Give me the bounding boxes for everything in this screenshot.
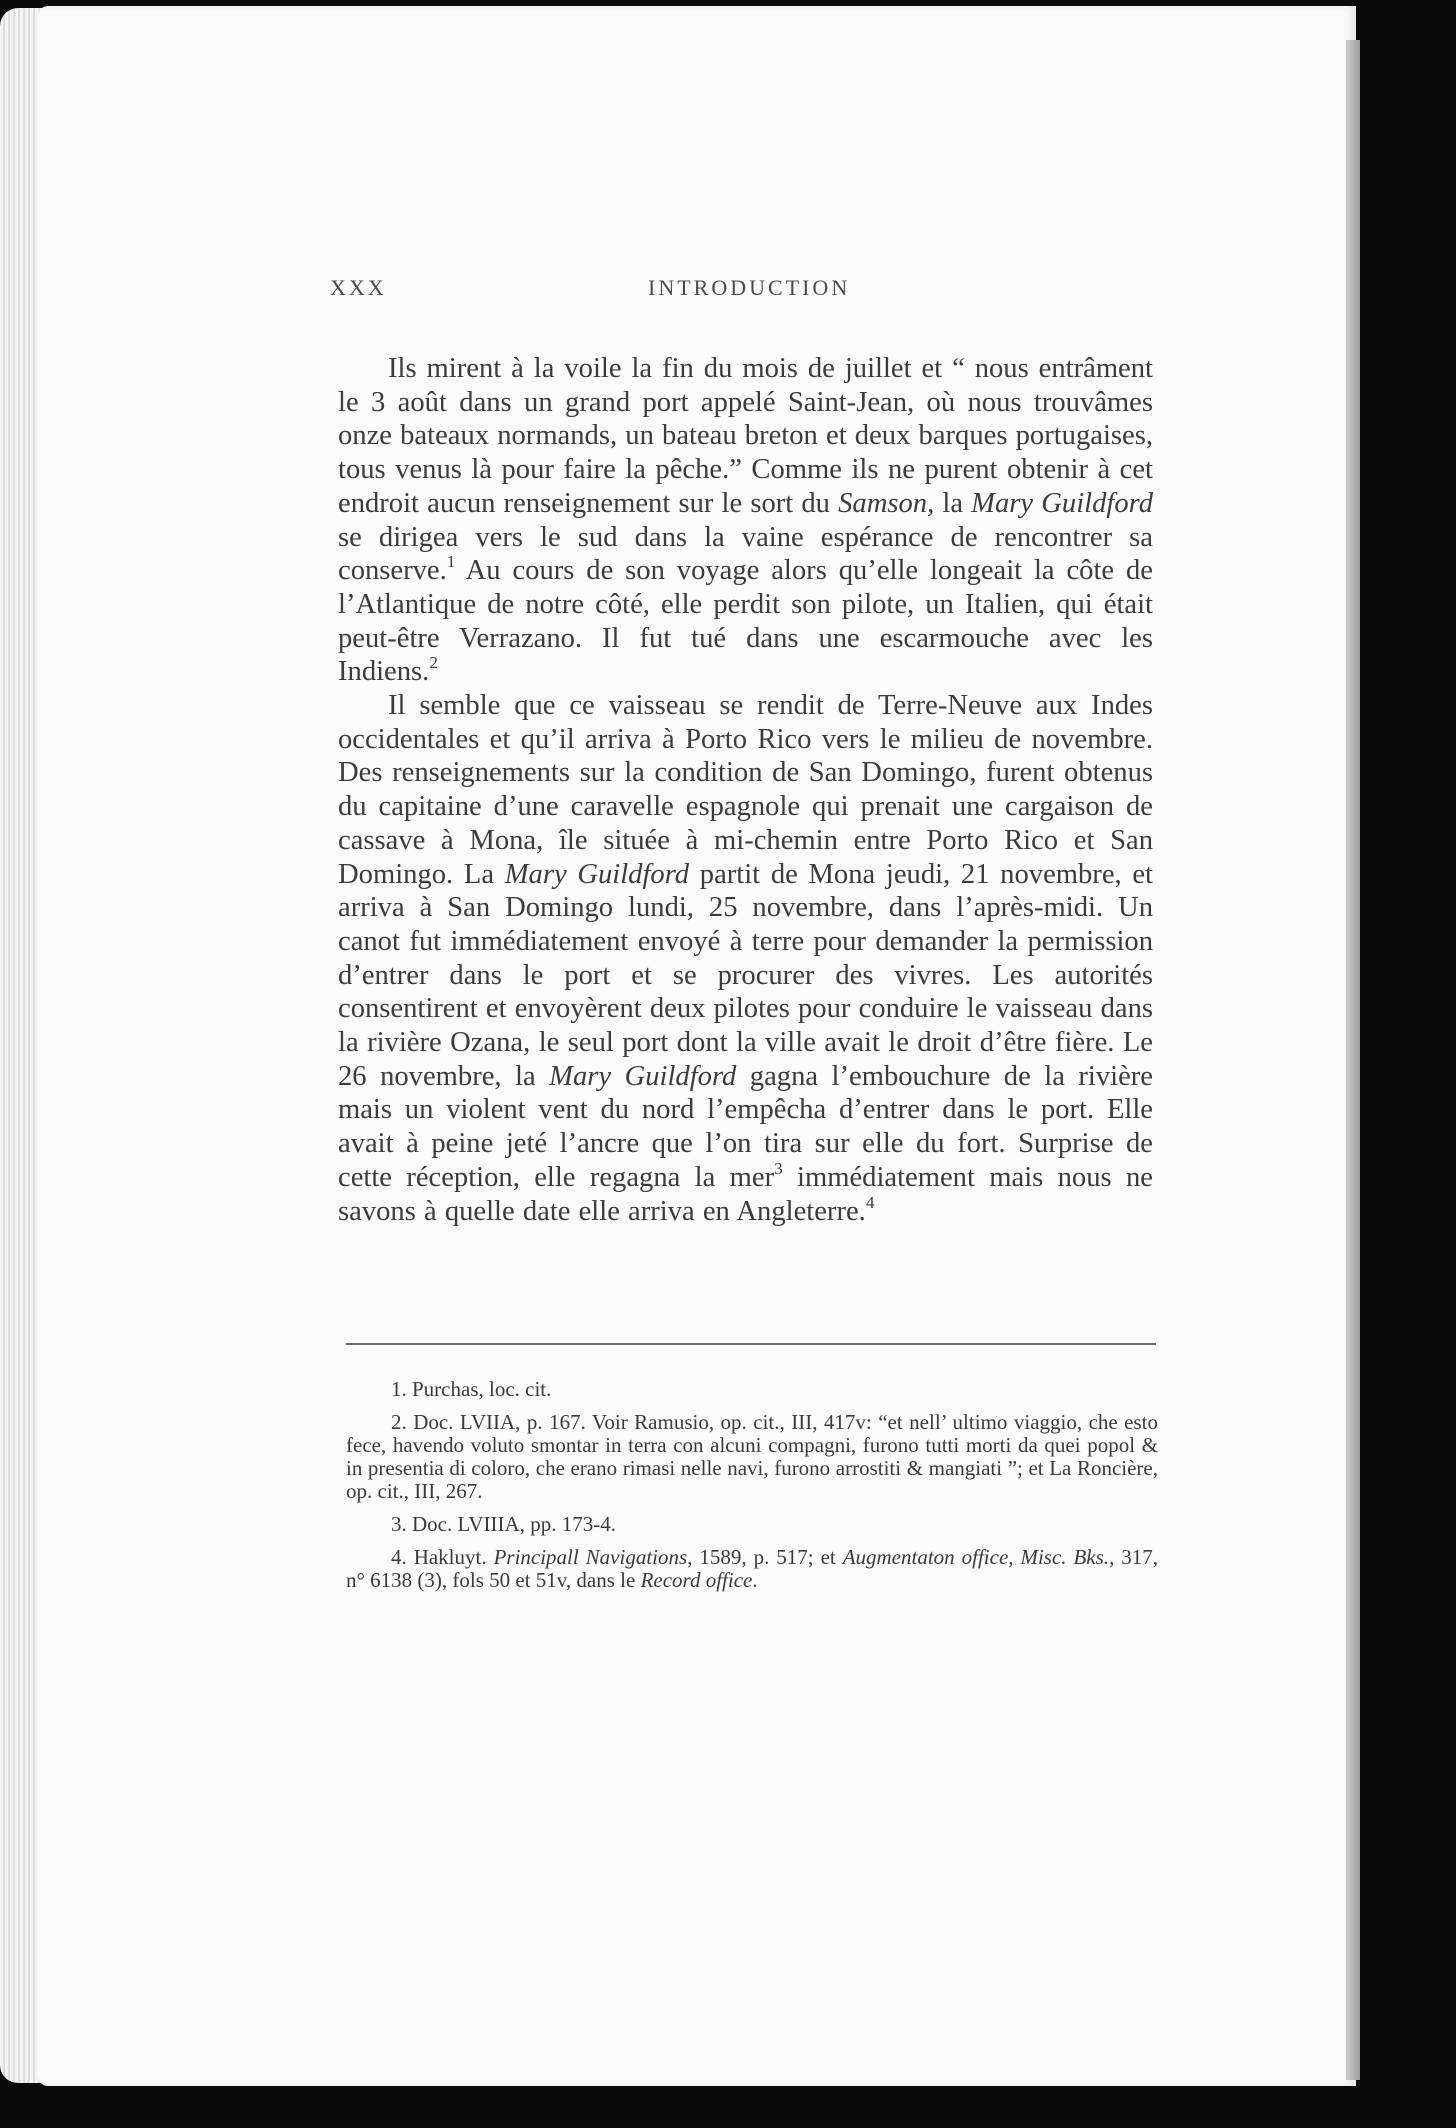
footnote-ref: 4 — [865, 1192, 875, 1212]
ship-name: Samson, — [838, 487, 935, 519]
footnote-ref: 2 — [429, 653, 438, 673]
text-run: , 317, n° 6138 (3), fols 50 et 51v, dans le — [346, 1545, 1159, 1592]
text-run: Ils mirent à la voile la fin du mois de juillet et “ nous entrâment le 3 août dans un grand port appelé Saint-Jean, où nous trouvâmes onze bateaux normands, un bateau breton et deux barques portugaises, tous venus là pour faire la pêche.” Comme ils ne purent obtenir à cet endroit aucun renseignement sur le sort du — [338, 353, 1153, 519]
archive-ref: Augmentaton office, Misc. Bks. — [842, 1545, 1110, 1569]
text-run: la — [934, 487, 972, 519]
text-run: immédiatement mais nous ne savons à quelle date elle arriva en Angleterre. — [338, 1161, 1154, 1227]
running-title: INTRODUCTION — [648, 275, 851, 300]
text-run: 4. Hakluyt. — [391, 1545, 494, 1569]
running-header — [330, 275, 1160, 315]
ship-name: Mary Guildford — [971, 487, 1153, 519]
page-number: XXX — [330, 275, 387, 300]
footnote-4 — [346, 1546, 1158, 1592]
text-run: Au cours de son voyage alors qu’elle longeait la côte de l’Atlantique de notre côté, elle perdit son pilote, un Italien, qui était peut-être Verrazano. Il fut tué dans une escarmouche avec les Indiens. — [338, 555, 1153, 688]
paragraph-1 — [338, 352, 1153, 689]
footnote-2: 2. Doc. LVIIA, p. 167. Voir Ramusio, op. cit., III, 417v: “et nell’ ultimo viaggio, che esto fece, havendo voluto smontar in terra con alcuni compagni, furono tutti morti da quei popol & in presentia di coloro, che erano rimasi nelle navi, furono arrostiti & mangiati ”; et La Roncière, op. cit., III, 267. — [346, 1410, 1158, 1503]
archive-name: Record office — [640, 1568, 753, 1592]
text-run: , 1589, p. 517; et — [687, 1545, 843, 1569]
footnote-divider — [346, 1343, 1156, 1345]
footnote-ref: 3 — [774, 1158, 783, 1178]
footnotes — [346, 1378, 1158, 1602]
main-text — [338, 352, 1153, 1228]
footnote-ref: 1 — [446, 552, 456, 572]
footnote-1: 1. Purchas, loc. cit. — [391, 1377, 552, 1401]
text-run: . — [752, 1568, 758, 1592]
text-run: Il semble que ce vaisseau se rendit de Terre-Neuve aux Indes occidentales et qu’il arriva à Porto Rico vers le milieu de novembre. Des renseignements sur la condition de San Domingo, furent obtenus du capitaine d’une caravelle espagnole qui prenait une cargaison de cassave à Mona, île située à mi-chemin entre Porto Rico et San Domingo. La — [338, 690, 1153, 890]
text-run: se dirigea vers le sud dans la vaine espérance de rencontrer sa conserve. — [338, 521, 1153, 587]
book-title: Principall Navigations — [493, 1545, 688, 1569]
text-run: gagna l’embouchure de la rivière mais un violent vent du nord l’empêcha d’entrer dans le port. Elle avait à peine jeté l’ancre que l’on tira sur elle du fort. Surprise de cette réception, elle regagna la mer — [338, 1060, 1154, 1193]
page-gutter-shadow — [1346, 40, 1360, 2080]
text-run: partit de Mona jeudi, 21 novembre, et arriva à San Domingo lundi, 25 novembre, dans l’après-midi. Un canot fut immédiatement envoyé à terre pour demander la permission d’entrer dans le port et se procurer des vivres. Les autorités consentirent et envoyèrent deux pilotes pour conduire le vaisseau dans la rivière Ozana, le seul port dont la ville avait le droit d’être fière. Le 26 novembre, la — [338, 858, 1153, 1092]
ship-name: Mary Guildford — [549, 1060, 737, 1092]
footnote-3: 3. Doc. LVIIIA, pp. 173-4. — [391, 1512, 616, 1536]
paragraph-2 — [338, 689, 1153, 1228]
ship-name: Mary Guildford — [504, 858, 690, 890]
